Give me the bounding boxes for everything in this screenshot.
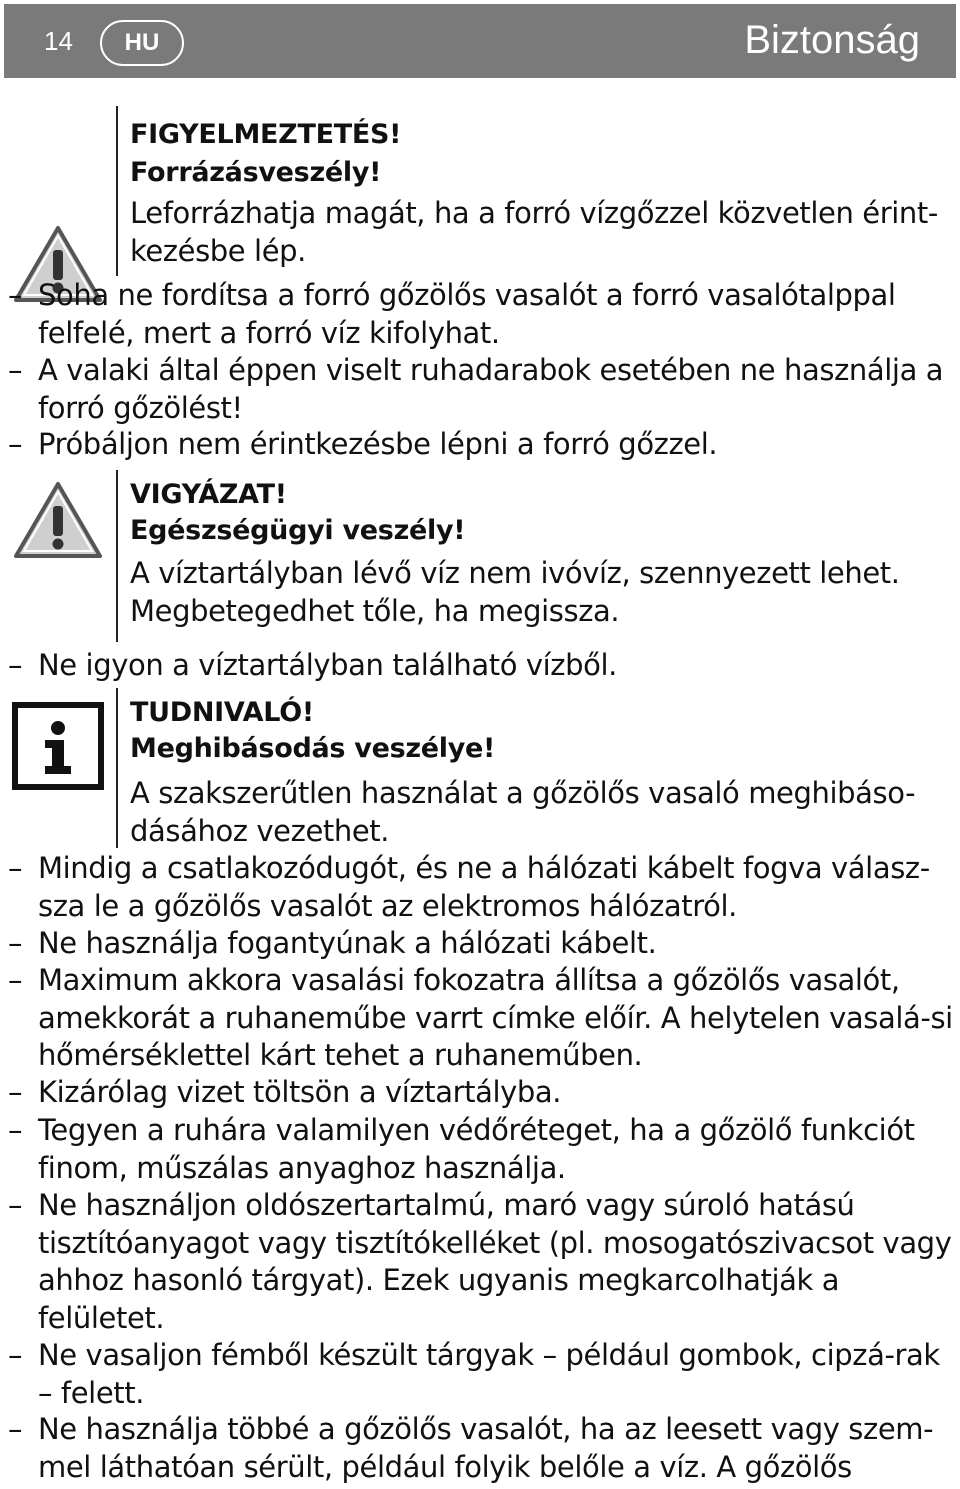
bullet-marker: – <box>8 648 23 682</box>
bullet-marker: – <box>8 278 23 312</box>
notice-divider <box>116 688 118 848</box>
list-item-text: Ne használjon oldószertartalmú, maró vagy súroló hatású tisztítóanyagot vagy tisztítókelléket (pl. mosogatószivacsot vagy ahhoz hasonló tárgyat). Ezek ugyanis megkarcolhatják a felületet. <box>38 1188 952 1335</box>
warning-triangle-icon <box>12 480 104 562</box>
bullet-marker: – <box>8 1113 23 1147</box>
notice-divider <box>116 470 118 642</box>
bullet-marker: – <box>8 1338 23 1372</box>
bullet-marker: – <box>8 963 23 997</box>
caution-notice <box>0 470 960 642</box>
bullet-marker: – <box>8 926 23 960</box>
notice-divider <box>116 106 118 276</box>
list-item-text: Mindig a csatlakozódugót, és ne a hálózati kábelt fogva válasz-sza le a gőzölős vasalót az elektromos hálózatról. <box>38 851 930 923</box>
warning-notice <box>0 106 960 276</box>
list-item-text: Maximum akkora vasalási fokozatra állítsa a gőzölős vasalót, amekkorát a ruhaneműbe varrt címke előír. A helytelen vasalá-si hőmérséklettel kárt tehet a ruhaneműben. <box>38 963 953 1072</box>
list-item-text: Ne vasaljon fémből készült tárgyak – például gombok, cipzá-rak – felett. <box>38 1338 940 1410</box>
notice-title: Meghibásodás veszélye! <box>130 733 496 764</box>
bullet-marker: – <box>8 427 23 461</box>
list-item-text: Tegyen a ruhára valamilyen védőréteget, ha a gőzölő funkciót finom, műszálas anyaghoz használja. <box>38 1113 915 1185</box>
list-item-text: Ne igyon a víztartályban található vízből. <box>38 648 617 682</box>
list-item-text: Próbáljon nem érintkezésbe lépni a forró gőzzel. <box>38 427 718 461</box>
notice-title: Egészségügyi veszély! <box>130 515 466 546</box>
bullet-marker: – <box>8 1075 23 1109</box>
bullet-marker: – <box>8 851 23 885</box>
notice-text: A víztartályban lévő víz nem ivóvíz, szennyezett lehet. Megbetegedhet tőle, ha megissza. <box>130 556 900 628</box>
bullet-marker: – <box>8 1188 23 1222</box>
info-icon <box>12 702 104 790</box>
list-item-text: Ne használja fogantyúnak a hálózati kábelt. <box>38 926 657 960</box>
list-item-text: Soha ne fordítsa a forró gőzölős vasalót a forró vasalótalppal felfelé, mert a forró víz kifolyhat. <box>38 278 896 350</box>
list-item-text: Kizárólag vizet töltsön a víztartályba. <box>38 1075 562 1109</box>
page-header <box>4 4 956 78</box>
bullet-marker: – <box>8 353 23 387</box>
language-badge: HU <box>100 20 184 66</box>
list-item-text: Ne használja többé a gőzölős vasalót, ha az leesett vagy szem-mel láthatóan sérült, például folyik belőle a víz. A gőzölős <box>38 1412 934 1484</box>
notice-text: Leforrázhatja magát, ha a forró vízgőzzel közvetlen érint-kezésbe lép. <box>130 196 938 268</box>
notice-label: TUDNIVALÓ! <box>130 697 314 728</box>
notice-label: FIGYELMEZTETÉS! <box>130 119 402 150</box>
notice-text: A szakszerűtlen használat a gőzölős vasaló meghibáso-dásához vezethet. <box>130 776 916 848</box>
section-title: Biztonság <box>744 18 920 62</box>
bullet-marker: – <box>8 1412 23 1446</box>
page-number: 14 <box>44 26 73 56</box>
notice-label: VIGYÁZAT! <box>130 479 287 510</box>
notice-title: Forrázásveszély! <box>130 157 382 188</box>
info-notice <box>0 688 960 848</box>
list-item-text: A valaki által éppen viselt ruhadarabok esetében ne használja a forró gőzölést! <box>38 353 944 425</box>
